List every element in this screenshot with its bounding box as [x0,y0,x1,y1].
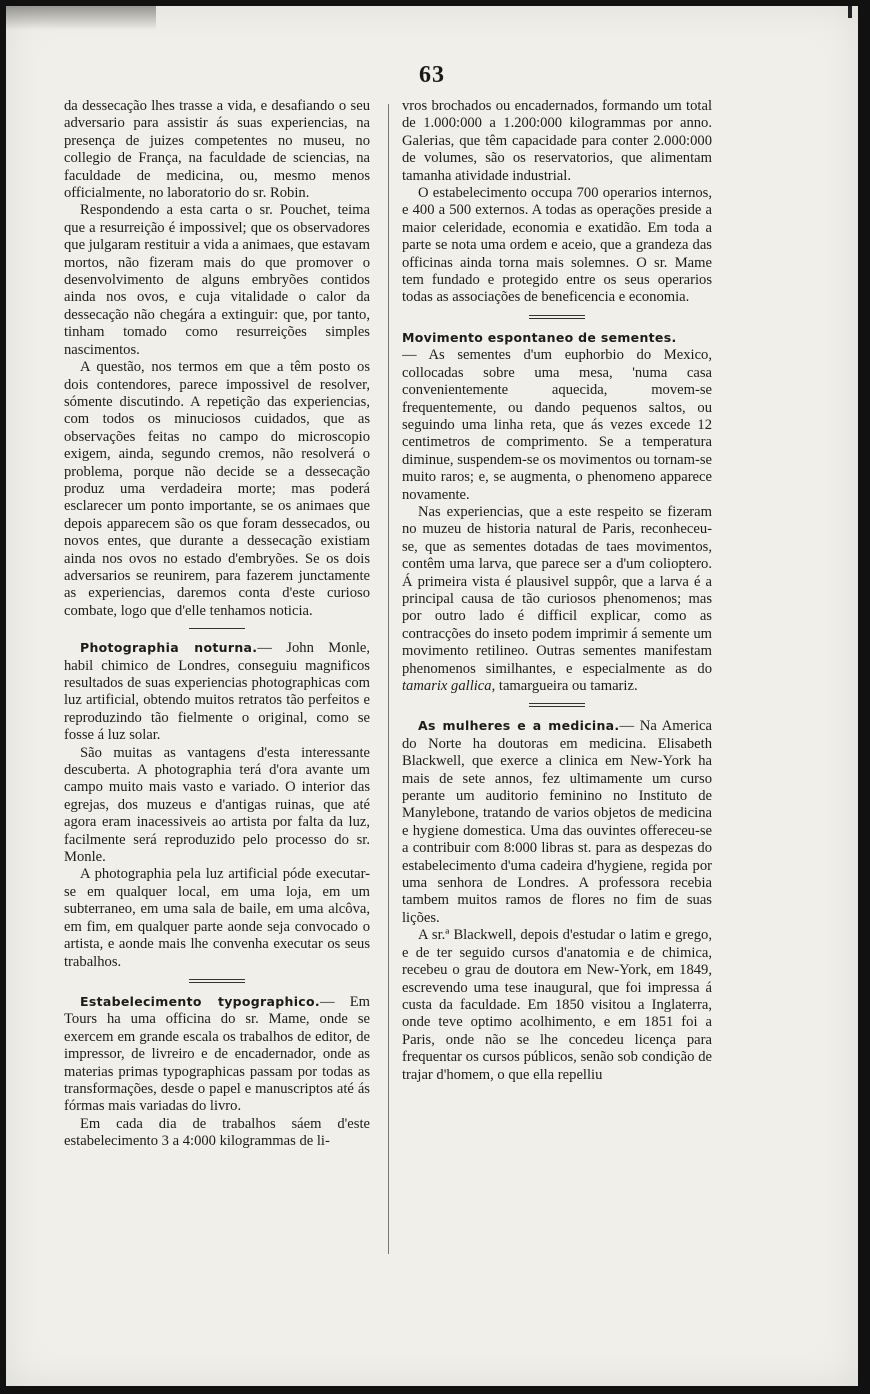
paragraph: São muitas as vantagens d'esta interessante descuberta. A photographia terá d'ora avante um campo muito mais vasto e variado. O interior das egrejas, dos muzeus e d'antigas ruinas, que até agora eram inacessiveis ao artista por falta da luz, facilmente será reproduzido pelo processo do sr. Monle. [64,744,370,866]
paragraph: Em cada dia de trabalhos sáem d'este estabelecimento 3 a 4:000 kilogrammas de li- [64,1115,370,1150]
paragraph-text-end: , tamargueira ou tamariz. [491,678,638,694]
page-number: 63 [419,62,445,88]
scan-crop-mark [848,6,852,18]
article-heading: Photographia noturna. [80,640,258,656]
section-separator [189,628,245,629]
article-text: — Na America do Norte ha doutoras em medicina. Elisabeth Blackwell, que exerce a clinica em New-York ha mais de sete annos, fez ultimamente um curso perante um auditorio feminino no Instituto de Manylebone, tratando de varios objetos de medicina e hygiene domestica. Uma das ouvintes offereceu-se a contribuir com 8:000 libras st. para as despezas do estabelecimento d'uma cadeira d'hygiene, regida por uma senhora de Londres. A professora recebia tambem muitos ramos de flores no fim de suas lições. [402,718,712,926]
italic-term: tamarix gallica [402,678,492,694]
article-heading [402,329,712,347]
left-column [64,98,370,1268]
paragraph [402,504,712,695]
article-estabelecimento [64,993,370,1116]
article-mulheres [402,717,712,927]
paragraph: Respondendo a esta carta o sr. Pouchet, teima que a resurreição é impossivel; que os observadores que julgaram restituir a vida a animaes, que estavam mortos, não fizeram mais do que promover o desenvolvimento de alguns embryões contidos ainda nos ovos, e cuja vitalidade o calor da dessecação não chegára a extinguir: que, por tanto, tinham tomado como resurreições simples nascimentos. [64,202,370,358]
document-page [6,6,858,1386]
paragraph: O estabelecimento occupa 700 operarios internos, e 400 a 500 externos. A todas as operações preside a maior celeridade, economia e exatidão. Em toda a parte se nota uma ordem e aceio, que a grandeza das officinas ainda torna mais solemnes. O sr. Mame tem fundado e protegido entre os seus operarios todas as associações de beneficencia e economia. [402,185,712,306]
section-separator [189,979,245,983]
section-separator [529,315,585,319]
article-text: — John Monle, habil chimico de Londres, conseguiu magnificos resultados de suas experiencias photographicas com luz artificial, obtendo muitos retratos tão perfeitos e reproduzindo tão fielmente o original, como se fosse á luz solar. [64,640,370,744]
article-heading: As mulheres e a medicina. [418,718,620,734]
paragraph: A questão, nos termos em que a têm posto os dois contendores, parece impossivel de resolver, sómente discutindo. A repetição das experiencias, com todos os minuciosos cuidados, que as observações feitas no campo do microscopio exigem, ainda, segundo cremos, não resolverá o problema, porque não decide se a dessecação produz uma verdadeira morte; mas poderá esclarecer um ponto importante, se os animaes que depois apparecem são os que foram dessecados, ou novos entes, que durante a dessecação existiam ainda nos ovos no estado d'embryões. Se os dois adversarios se reunirem, para fazerem junctamente as experiencias, daremos conta d'este curioso combate, logo que d'elle tenhamos noticia. [64,359,370,619]
paragraph-text: Nas experiencias, que a este respeito se fizeram no muzeu de historia natural de Paris, reconheceu-se, que as sementes dotadas de taes movimentos, contêm uma larva, que parece ser a d'um colioptero. Á primeira vista é plausivel suppôr, que a larva é a principal causa de tão curiosos phenomenos; mas por outro lado é difficil explicar, como as contracções do inseto podem imprimir á semente um movimento retilineo. Outras sementes manifestam phenomenos similhantes, e especialmente as do [402,503,712,677]
paragraph: A sr.ª Blackwell, depois d'estudar o latim e grego, e de ter seguido cursos d'anatomia e de chimica, recebeu o grau de doutora em New-York, em 1849, escrevendo uma tese inaugural, que foi impressa á custa da faculdade. Em 1850 visitou a Inglaterra, onde teve optimo acolhimento, e em 1851 foi a Paris, onde não se lhe concedeu licença para frequentar os cursos públicos, senão sob condição de trajar d'homem, o que ella repelliu [402,927,712,1083]
article-photographia [64,639,370,744]
paragraph: A photographia pela luz artificial póde executar-se em qualquer local, em uma loja, em um subterraneo, em uma sala de baile, em uma alcôva, em fim, em qualquer parte aonde seja convocado o artista, e aonde mais lhe convenha executar os seus trabalhos. [64,866,370,970]
paragraph: vros brochados ou encadernados, formando um total de 1.000:000 a 1.200:000 kilogrammas por anno. Galerias, que têm capacidade para conter 2.000:000 de volumes, são os reservatorios, que alimentam tamanha atividade industrial. [402,98,712,184]
article-heading: Estabelecimento typographico. [80,993,320,1009]
article-text: — Em Tours ha uma officina do sr. Mame, onde se exercem em grande escala os trabalhos de editor, de impressor, de livreiro e de encadernador, onde as materias primas typographicas passam por todas as transformações, desde o papel e manuscriptos até ás fórmas mais variadas do livro. [64,993,370,1115]
paragraph: da dessecação lhes trasse a vida, e desafiando o seu adversario para assistir ás suas experiencias, na presença de juizes competentes no museu, no collegio de França, na faculdade de sciencias, na faculdade de medicina, ou, mesmo menos officialmente, no laboratorio do sr. Robin. [64,98,370,202]
paragraph: — As sementes d'um euphorbio do Mexico, collocadas sobre uma mesa, 'numa casa convenientemente aquecida, movem-se frequentemente, ou dando pequenos saltos, ou seguindo uma linha reta, que ás vezes excede 12 centimetros de comprimento. Se a temperatura diminue, suspendem-se os movimentos ou tornam-se muito raros; e, se augmenta, o phenomeno apparece novamente. [402,347,712,503]
column-divider [388,104,389,1254]
scan-edge-shadow [6,6,156,30]
right-column [402,98,712,1268]
section-separator [529,703,585,707]
article-heading-text: Movimento espontaneo de sementes. [402,329,677,345]
